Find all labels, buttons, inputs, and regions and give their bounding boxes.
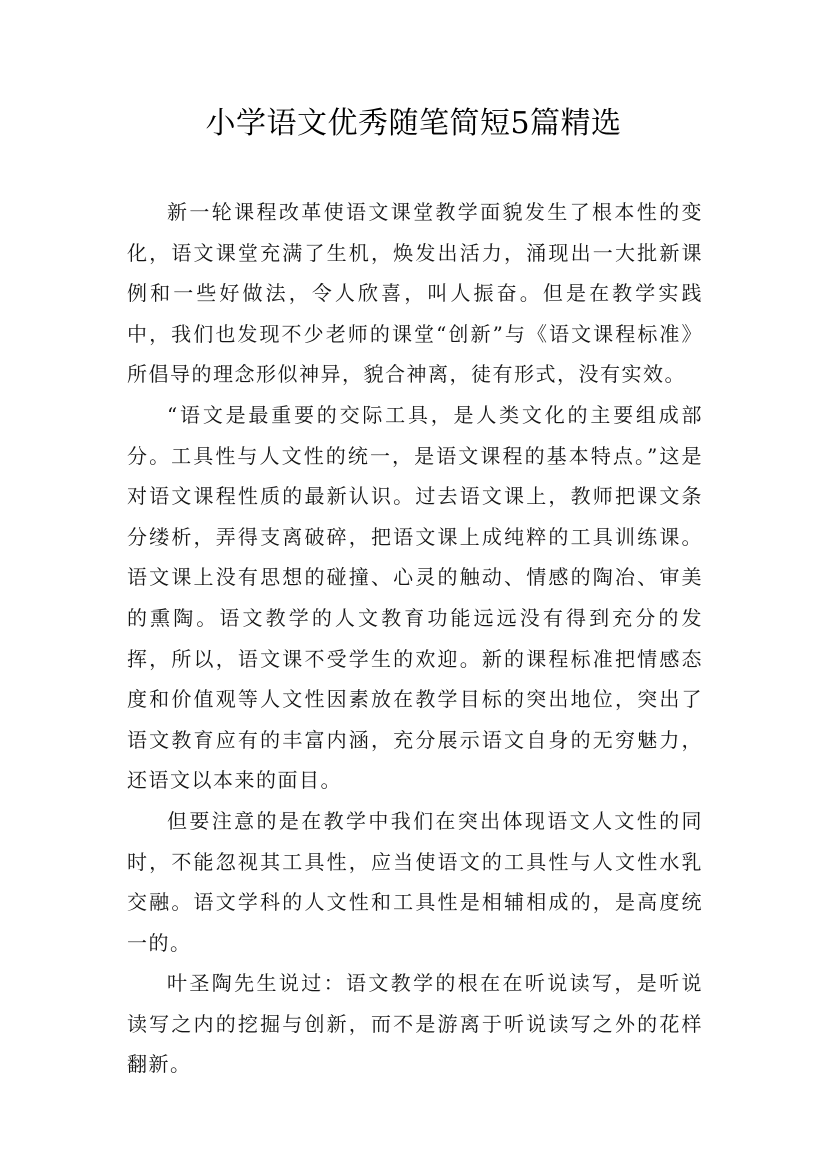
paragraph-4: 叶圣陶先生说过：语文教学的根在在听说读写，是听说读写之内的挖掘与创新，而不是游离于听说读写之外的花样翻新。 — [127, 971, 703, 1077]
document-body — [127, 192, 703, 1085]
paragraph-2: “语文是最重要的交际工具，是人类文化的主要组成部分。工具性与人文性的统一，是语文课程的基本特点。”这是对语文课程性质的最新认识。过去语文课上，教师把课文条分缕析，弄得支离破碎，把语文课上成纯粹的工具训练课。语文课上没有思想的碰撞、心灵的触动、情感的陶冶、审美的熏陶。语文教学的人文教育功能远远没有得到充分的发挥，所以，语文课不受学生的欢迎。新的课程标准把情感态度和价值观等人文性因素放在教学目标的突出地位，突出了语文教育应有的丰富内涵，充分展示语文自身的无穷魅力，还语文以本来的面目。 — [127, 402, 703, 793]
document-title: 小学语文优秀随笔简短5篇精选 — [205, 106, 622, 141]
paragraph-3: 但要注意的是在教学中我们在突出体现语文人文性的同时，不能忽视其工具性，应当使语文的工具性与人文性水乳交融。语文学科的人文性和工具性是相辅相成的，是高度统一的。 — [127, 808, 703, 955]
paragraph-1: 新一轮课程改革使语文课堂教学面貌发生了根本性的变化，语文课堂充满了生机，焕发出活力，涌现出一大批新课例和一些好做法，令人欣喜，叫人振奋。但是在教学实践中，我们也发现不少老师的课堂“创新”与《语文课程标准》所倡导的理念形似神异，貌合神离，徒有形式，没有实效。 — [127, 200, 703, 387]
